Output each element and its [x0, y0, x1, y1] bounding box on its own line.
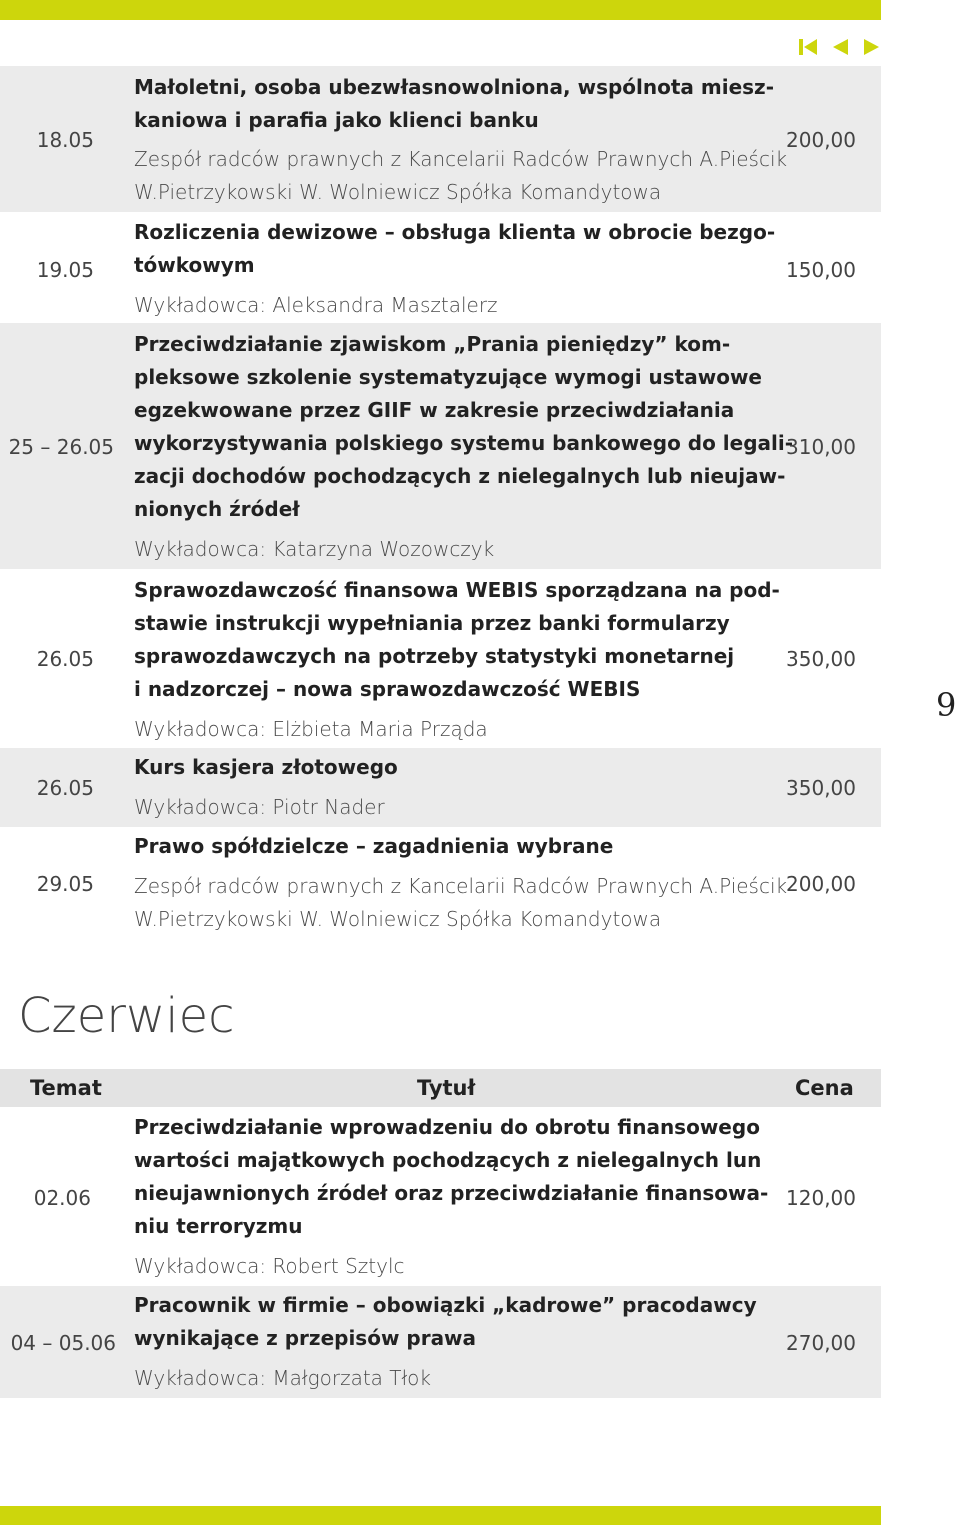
- course-title-line: sprawozdawczych na potrzeby statystyki monetarnej: [134, 644, 735, 668]
- course-row: [0, 1107, 881, 1286]
- course-lecturer-line: Wykładowca: Piotr Nader: [134, 795, 385, 819]
- course-date: 26.05: [36, 647, 94, 671]
- course-title-line: wykorzystywania polskiego systemu bankowego do legali-: [134, 431, 794, 455]
- course-lecturer-line: Wykładowca: Małgorzata Tłok: [134, 1366, 432, 1390]
- course-title-line: tówkowym: [134, 253, 255, 277]
- course-title-line: niu terroryzmu: [134, 1214, 303, 1238]
- course-date: 04 – 05.06: [10, 1331, 116, 1355]
- course-row: [0, 66, 881, 212]
- page-navigation: [798, 38, 882, 56]
- course-lecturer-line: W.Pietrzykowski W. Wolniewicz Spółka Komandytowa: [134, 180, 662, 204]
- course-date: 19.05: [36, 258, 94, 282]
- previous-page-button[interactable]: [830, 38, 850, 56]
- course-title-line: kaniowa i parafia jako klienci banku: [134, 108, 539, 132]
- skip-to-start-icon: [798, 38, 818, 56]
- top-accent-bar: [0, 0, 881, 20]
- course-row: [0, 323, 881, 569]
- course-title-line: nieujawnionych źródeł oraz przeciwdziałanie finansowa-: [134, 1181, 769, 1205]
- course-lecturer: [134, 533, 754, 566]
- course-title-line: Sprawozdawczość finansowa WEBIS sporządzana na pod-: [134, 578, 780, 602]
- first-page-button[interactable]: [798, 38, 818, 56]
- course-lecturer: [134, 289, 754, 322]
- next-page-button[interactable]: [862, 38, 882, 56]
- course-date: 26.05: [36, 776, 94, 800]
- course-title-line: Małoletni, osoba ubezwłasnowolniona, wspólnota miesz-: [134, 75, 774, 99]
- course-title: [134, 328, 794, 526]
- course-price: 350,00: [786, 647, 856, 671]
- course-date: 02.06: [33, 1186, 91, 1210]
- course-title: [134, 216, 776, 282]
- course-row: [0, 569, 881, 748]
- course-title-line: Kurs kasjera złotowego: [134, 755, 398, 779]
- course-title-line: Prawo spółdzielcze – zagadnienia wybrane: [134, 834, 614, 858]
- course-date: 29.05: [36, 872, 94, 896]
- section-title: Czerwiec: [18, 988, 235, 1044]
- course-lecturer-line: Wykładowca: Katarzyna Wozowczyk: [134, 537, 495, 561]
- course-lecturer: [134, 870, 788, 936]
- course-price: 310,00: [786, 435, 856, 459]
- course-title-line: i nadzorczej – nowa sprawozdawczość WEBIS: [134, 677, 641, 701]
- course-title-line: Przeciwdziałanie zjawiskom „Prania pieniędzy” kom-: [134, 332, 731, 356]
- bottom-accent-bar: [0, 1506, 881, 1525]
- course-title-line: stawie instrukcji wypełniania przez banki formularzy: [134, 611, 730, 635]
- page-number: 9: [936, 686, 957, 724]
- course-price: 200,00: [786, 872, 856, 896]
- course-title: [134, 830, 754, 863]
- course-title-line: wynikające z przepisów prawa: [134, 1326, 477, 1350]
- course-title: [134, 751, 754, 784]
- course-price: 120,00: [786, 1186, 856, 1210]
- course-lecturer-line: W.Pietrzykowski W. Wolniewicz Spółka Komandytowa: [134, 907, 662, 931]
- header-price: Cena: [795, 1076, 854, 1100]
- course-lecturer: [134, 1362, 754, 1395]
- course-lecturer-line: Wykładowca: Aleksandra Masztalerz: [134, 293, 498, 317]
- course-title-line: Rozliczenia dewizowe – obsługa klienta w obrocie bezgo-: [134, 220, 776, 244]
- course-title: [134, 1111, 769, 1243]
- course-price: 150,00: [786, 258, 856, 282]
- table-header: [0, 1069, 881, 1107]
- triangle-left-icon: [830, 38, 850, 56]
- header-topic: Temat: [30, 1076, 102, 1100]
- course-price: 200,00: [786, 128, 856, 152]
- course-lecturer: [134, 143, 788, 209]
- triangle-right-icon: [862, 38, 882, 56]
- course-title-line: zacji dochodów pochodzących z nielegalnych lub nieujaw-: [134, 464, 786, 488]
- course-lecturer-line: Wykładowca: Elżbieta Maria Prząda: [134, 717, 488, 741]
- course-lecturer: [134, 713, 754, 746]
- course-row: [0, 827, 881, 942]
- course-lecturer: [134, 1250, 754, 1283]
- course-row: [0, 1286, 881, 1398]
- course-title-line: Pracownik w firmie – obowiązki „kadrowe” pracodawcy: [134, 1293, 757, 1317]
- course-title-line: Przeciwdziałanie wprowadzeniu do obrotu finansowego: [134, 1115, 760, 1139]
- course-title: [134, 1289, 757, 1355]
- course-title-line: pleksowe szkolenie systematyzujące wymogi ustawowe: [134, 365, 762, 389]
- course-title-line: egzekwowane przez GIIF w zakresie przeciwdziałania: [134, 398, 735, 422]
- course-lecturer-line: Zespół radców prawnych z Kancelarii Radców Prawnych A.Pieścik: [134, 147, 788, 171]
- course-title: [134, 71, 774, 137]
- course-title-line: wartości majątkowych pochodzących z nielegalnych lun: [134, 1148, 762, 1172]
- course-price: 270,00: [786, 1331, 856, 1355]
- course-lecturer-line: Zespół radców prawnych z Kancelarii Radców Prawnych A.Pieścik: [134, 874, 788, 898]
- course-title: [134, 574, 780, 706]
- course-date: 18.05: [36, 128, 94, 152]
- course-row: [0, 748, 881, 827]
- course-row: [0, 212, 881, 323]
- course-date: 25 – 26.05: [8, 435, 114, 459]
- header-title: Tytuł: [417, 1076, 476, 1100]
- course-title-line: nionych źródeł: [134, 497, 300, 521]
- course-lecturer: [134, 791, 754, 824]
- course-price: 350,00: [786, 776, 856, 800]
- course-lecturer-line: Wykładowca: Robert Sztylc: [134, 1254, 405, 1278]
